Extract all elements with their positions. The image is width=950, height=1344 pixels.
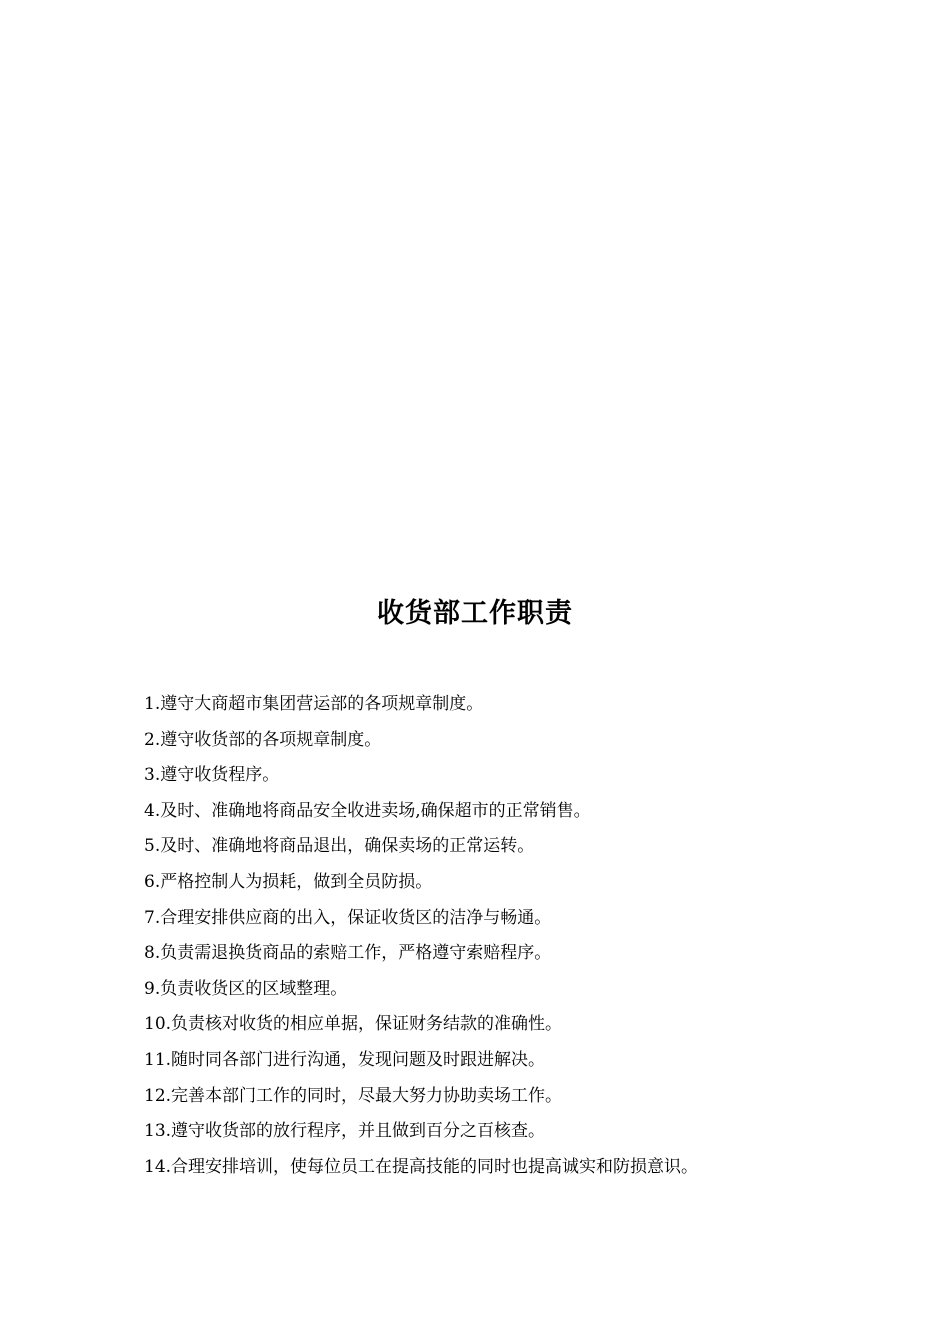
duty-item-2: 2.遵守收货部的各项规章制度。 bbox=[144, 729, 382, 750]
duty-list bbox=[144, 687, 924, 1185]
duty-item-5: 5.及时、准确地将商品退出，确保卖场的正常运转。 bbox=[144, 836, 535, 857]
duty-item-13: 13.遵守收货部的放行程序，并且做到百分之百核查。 bbox=[144, 1121, 546, 1142]
duty-item-8: 8.负责需退换货商品的索赔工作，严格遵守索赔程序。 bbox=[144, 943, 552, 964]
duty-item-7: 7.合理安排供应商的出入，保证收货区的洁净与畅通。 bbox=[144, 907, 552, 928]
duty-item-14: 14.合理安排培训，使每位员工在提高技能的同时也提高诚实和防损意识。 bbox=[144, 1156, 699, 1177]
duty-item-4: 4.及时、准确地将商品安全收进卖场,确保超市的正常销售。 bbox=[144, 800, 591, 821]
duty-item-12: 12.完善本部门工作的同时，尽最大努力协助卖场工作。 bbox=[144, 1085, 563, 1106]
duty-item-9: 9.负责收货区的区域整理。 bbox=[144, 978, 348, 999]
duty-item-11: 11.随时同各部门进行沟通，发现问题及时跟进解决。 bbox=[144, 1049, 546, 1070]
duty-item-6: 6.严格控制人为损耗，做到全员防损。 bbox=[144, 871, 433, 892]
duty-item-3: 3.遵守收货程序。 bbox=[144, 765, 280, 786]
duty-item-10: 10.负责核对收货的相应单据，保证财务结款的准确性。 bbox=[144, 1014, 563, 1035]
page-title: 收货部工作职责 bbox=[377, 598, 573, 629]
duty-item-1: 1.遵守大商超市集团营运部的各项规章制度。 bbox=[144, 694, 484, 714]
